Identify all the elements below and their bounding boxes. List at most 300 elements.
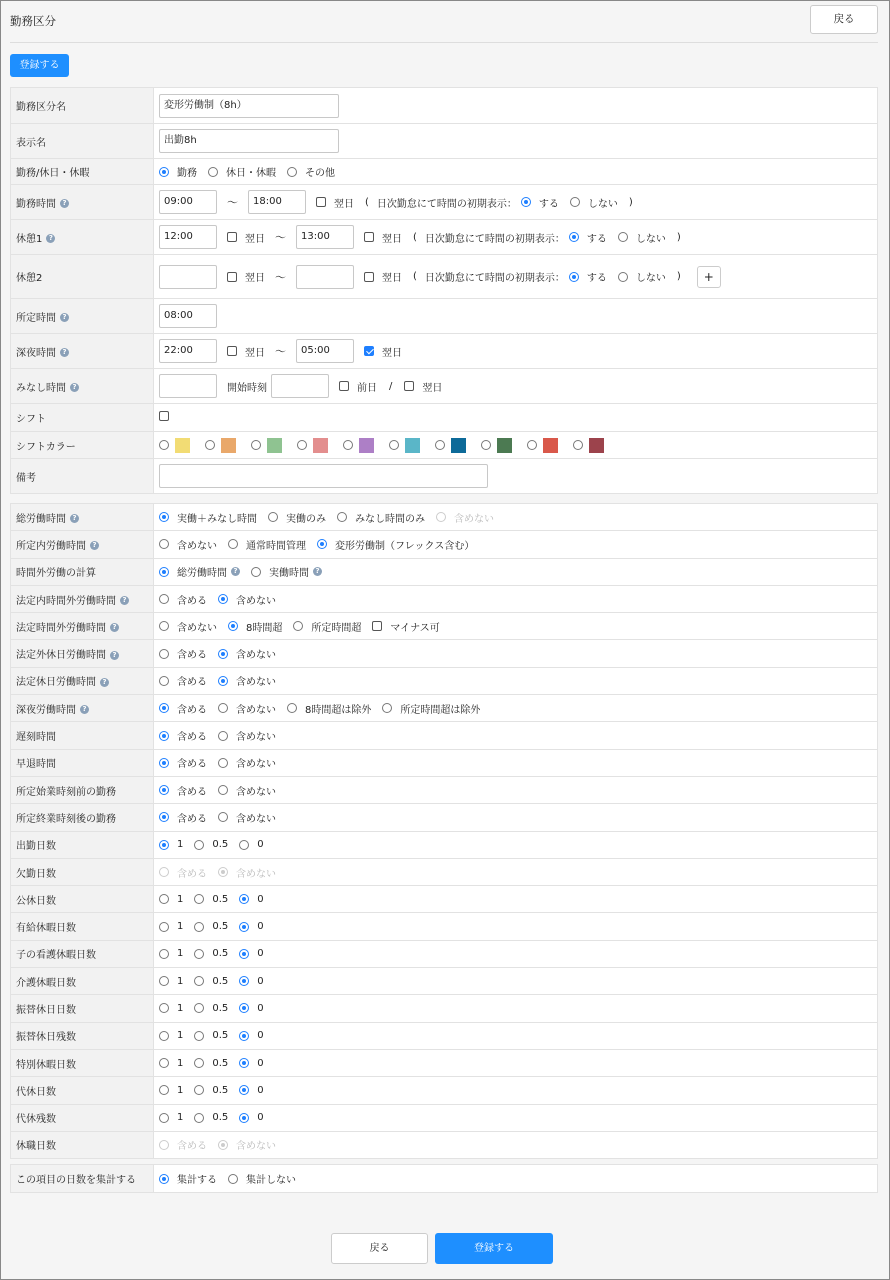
header-divider (10, 42, 878, 43)
option-label: 含めない (236, 677, 276, 689)
option-label: 0.5 (212, 893, 229, 905)
color-swatch (405, 438, 420, 453)
field-label: 有給休暇日数 (16, 923, 76, 935)
color-swatch (451, 438, 466, 453)
row-total (11, 504, 878, 531)
break2-initial-do-radio[interactable] (569, 272, 579, 282)
row-work-time (11, 185, 878, 220)
color-swatch (175, 438, 190, 453)
field-label: 休憩1 (16, 233, 43, 245)
comp-option-radio[interactable] (159, 1085, 169, 1095)
paren-open: ( (413, 271, 417, 282)
break1-start-next-day-checkbox[interactable] (227, 232, 237, 242)
option-label: 休日・休暇 (226, 168, 276, 179)
field-label: 所定終業時刻後の勤務 (16, 813, 116, 825)
help-icon[interactable]: ? (60, 313, 69, 322)
row-legal-inner-ot (11, 585, 878, 612)
option-label: 1 (177, 1112, 184, 1124)
option-label: 1 (177, 1057, 184, 1069)
break1-initial-do-radio[interactable] (569, 232, 579, 242)
option-label: みなし時間のみ (355, 513, 425, 525)
field-label: 法定時間外労働時間 (16, 622, 106, 634)
break2-start-next-day-checkbox[interactable] (227, 272, 237, 282)
night-start-input[interactable]: 22:00 (159, 339, 217, 363)
paren-open: ( (365, 196, 369, 208)
row-shift-color (11, 432, 878, 459)
option-label: 総労働時間 (177, 568, 227, 580)
absent-days-option-radio (218, 867, 228, 877)
total-option-radio[interactable] (159, 512, 169, 522)
option-label: 0.5 (212, 1112, 229, 1124)
field-label: 公休日数 (16, 895, 56, 907)
row-early-leave (11, 749, 878, 776)
field-label: 代休日数 (16, 1086, 56, 1098)
slash: / (389, 380, 393, 392)
late-option-radio[interactable] (218, 731, 228, 741)
next-day-label: 翌日 (245, 273, 265, 284)
next-day-label: 翌日 (382, 273, 402, 284)
legal-holiday-option-radio[interactable] (159, 676, 169, 686)
help-icon[interactable]: ? (313, 567, 322, 576)
option-label: マイナス可 (390, 622, 440, 634)
night-work-option-radio[interactable] (218, 703, 228, 713)
option-label: 実働のみ (286, 513, 326, 525)
night-work-option-radio[interactable] (159, 703, 169, 713)
attend-days-option-radio[interactable] (194, 840, 204, 850)
option-label: 1 (177, 921, 184, 933)
kind-other-radio[interactable] (287, 167, 297, 177)
break2-end-input[interactable] (296, 265, 354, 289)
option-label: 0 (257, 1112, 264, 1124)
display-name-input[interactable]: 出勤8h (159, 129, 339, 153)
row-break2 (11, 255, 878, 299)
count-days-table (10, 1164, 878, 1193)
option-label: 0 (257, 1084, 264, 1096)
absent-days-option-radio (159, 867, 169, 877)
field-label: 深夜時間 (16, 347, 56, 359)
field-label: 介護休暇日数 (16, 977, 76, 989)
row-late (11, 722, 878, 749)
next-day-label: 翌日 (334, 198, 354, 210)
attend-days-option-radio[interactable] (159, 840, 169, 850)
tilde: 〜 (275, 270, 286, 284)
row-child-care (11, 940, 878, 967)
paid-leave-option-radio[interactable] (239, 922, 249, 932)
row-break1 (11, 220, 878, 255)
option-label: 集計しない (246, 1175, 296, 1186)
count-days-yes-radio[interactable] (159, 1174, 169, 1184)
total-option-radio[interactable] (268, 512, 278, 522)
option-label: 含めない (236, 1141, 276, 1153)
overtime-calc-option-radio[interactable] (159, 567, 169, 577)
option-label: 1 (177, 948, 184, 960)
help-icon[interactable]: ? (100, 678, 109, 687)
name-input[interactable]: 変形労働制（8h） (159, 94, 339, 118)
after-end-option-radio[interactable] (159, 812, 169, 822)
work-end-input[interactable]: 18:00 (248, 190, 306, 214)
early-leave-option-radio[interactable] (159, 758, 169, 768)
row-legal-out-holiday (11, 640, 878, 667)
option-label: 0.5 (212, 1057, 229, 1069)
kind-holiday-radio[interactable] (208, 167, 218, 177)
scheduled-input[interactable]: 08:00 (159, 304, 217, 328)
option-label: 8時間超 (246, 622, 283, 634)
color-swatch (589, 438, 604, 453)
paren-close: ) (628, 196, 633, 208)
field-label: 所定内労働時間 (16, 540, 86, 552)
substitute-option-radio[interactable] (239, 1003, 249, 1013)
option-label: 含める (177, 677, 207, 689)
legal-ot-option-radio[interactable] (228, 621, 238, 631)
field-label: 総労働時間 (16, 513, 66, 525)
option-label: 0.5 (212, 1002, 229, 1014)
field-label: 振替休日残数 (16, 1032, 76, 1044)
option-label: 含めない (454, 513, 494, 525)
option-label: 1 (177, 1084, 184, 1096)
shift-color-radio[interactable] (159, 440, 169, 450)
option-label: 含める (177, 1141, 207, 1153)
row-legal-holiday (11, 667, 878, 694)
help-icon[interactable]: ? (46, 234, 55, 243)
row-substitute (11, 995, 878, 1022)
help-icon[interactable]: ? (110, 651, 119, 660)
break1-initial-dont-radio[interactable] (618, 232, 628, 242)
color-swatch (313, 438, 328, 453)
deemed-start-input[interactable] (271, 374, 329, 398)
break1-end-input[interactable]: 13:00 (296, 225, 354, 249)
special-option-radio[interactable] (159, 1058, 169, 1068)
field-label: 法定外休日労働時間 (16, 650, 106, 662)
break1-start-input[interactable]: 12:00 (159, 225, 217, 249)
note-input[interactable] (159, 464, 488, 488)
option-label: 0 (257, 921, 264, 933)
total-option-radio[interactable] (337, 512, 347, 522)
total-option-radio (436, 512, 446, 522)
option-label: 0 (257, 975, 264, 987)
prev-day-label: 前日 (357, 382, 377, 394)
row-shift (11, 404, 878, 432)
legal-inner-ot-option-radio[interactable] (159, 594, 169, 604)
night-work-option-radio[interactable] (287, 703, 297, 713)
option-label: 集計する (177, 1175, 217, 1186)
next-day-label: 翌日 (245, 347, 265, 359)
break1-end-next-day-checkbox[interactable] (364, 232, 374, 242)
night-work-option-radio[interactable] (382, 703, 392, 713)
row-deemed (11, 369, 878, 404)
next-day-label: 翌日 (422, 382, 443, 394)
kind-work-radio[interactable] (159, 167, 169, 177)
field-label: この項目の日数を集計する (11, 1165, 154, 1193)
option-label: 含めない (236, 813, 276, 825)
nursing-option-radio[interactable] (159, 976, 169, 986)
comp-option-radio[interactable] (239, 1085, 249, 1095)
child-care-option-radio[interactable] (194, 949, 204, 959)
early-leave-option-radio[interactable] (218, 758, 228, 768)
option-label: 含めない (236, 732, 276, 744)
option-label: 含める (177, 732, 207, 744)
row-name (11, 88, 878, 124)
leave-absence-option-radio (159, 1140, 169, 1150)
option-label: 実働時間 (269, 568, 309, 580)
option-label: 含めない (236, 786, 276, 798)
legal-ot-option-radio[interactable] (159, 621, 169, 631)
field-label: 休職日数 (16, 1141, 56, 1153)
field-label: 備考 (11, 459, 154, 494)
substitute-option-radio[interactable] (159, 1003, 169, 1013)
row-scheduled (11, 299, 878, 334)
row-attend-days (11, 831, 878, 858)
register-button[interactable]: 登録する (10, 54, 69, 77)
option-label: 0 (257, 893, 264, 905)
option-label: 含めない (236, 759, 276, 771)
paren-close: ) (676, 231, 681, 243)
shift-color-radio[interactable] (251, 440, 261, 450)
comp-rem-option-radio[interactable] (194, 1113, 204, 1123)
scheduled-inner-option-radio[interactable] (159, 539, 169, 549)
option-label: 通常時間管理 (246, 540, 306, 552)
shift-color-radio[interactable] (573, 440, 583, 450)
help-icon[interactable]: ? (60, 199, 69, 208)
leave-absence-option-radio (218, 1140, 228, 1150)
comp-rem-option-radio[interactable] (159, 1113, 169, 1123)
field-label: 時間外労働の計算 (16, 568, 96, 580)
option-label: 含める (177, 704, 207, 716)
row-leave-absence (11, 1131, 878, 1158)
legal-inner-ot-option-radio[interactable] (218, 594, 228, 604)
nursing-option-radio[interactable] (194, 976, 204, 986)
substitute-rem-option-radio[interactable] (194, 1031, 204, 1041)
row-paid-leave (11, 913, 878, 940)
color-swatch (267, 438, 282, 453)
legal-ot-option-radio[interactable] (293, 621, 303, 631)
shift-color-radio[interactable] (435, 440, 445, 450)
shift-color-radio[interactable] (205, 440, 215, 450)
count-days-no-radio[interactable] (228, 1174, 238, 1184)
option-label: 含める (177, 595, 207, 607)
shift-color-radio[interactable] (343, 440, 353, 450)
shift-checkbox[interactable] (159, 411, 169, 421)
option-label: 1 (177, 893, 184, 905)
option-label: 0 (257, 839, 264, 851)
color-swatch (359, 438, 374, 453)
night-end-next-day-checkbox[interactable] (364, 346, 374, 356)
option-label: 含めない (236, 868, 276, 880)
legal-holiday-option-radio[interactable] (218, 676, 228, 686)
paren-close: ) (676, 271, 681, 282)
option-label: しない (635, 273, 666, 284)
tilde: 〜 (275, 231, 286, 244)
color-swatch (221, 438, 236, 453)
paid-leave-option-radio[interactable] (159, 922, 169, 932)
before-start-option-radio[interactable] (218, 785, 228, 795)
add-break-button[interactable]: + (697, 266, 721, 288)
field-label: 欠勤日数 (16, 868, 56, 880)
basic-settings-table (10, 87, 878, 494)
option-label: 0.5 (212, 921, 229, 933)
option-label: する (586, 233, 607, 245)
option-label: 含めない (236, 704, 276, 716)
substitute-rem-option-radio[interactable] (239, 1031, 249, 1041)
night-start-next-day-checkbox[interactable] (227, 346, 237, 356)
option-label: 含めない (236, 595, 276, 607)
field-label: 勤務区分名 (11, 88, 154, 124)
field-label: シフトカラー (11, 432, 154, 459)
shift-color-radio[interactable] (481, 440, 491, 450)
option-label: しない (587, 198, 618, 210)
help-icon[interactable]: ? (80, 705, 89, 714)
prev-day-checkbox[interactable] (339, 381, 349, 391)
nursing-option-radio[interactable] (239, 976, 249, 986)
public-holiday-option-radio[interactable] (159, 894, 169, 904)
field-label: シフト (11, 404, 154, 432)
break2-end-next-day-checkbox[interactable] (364, 272, 374, 282)
child-care-option-radio[interactable] (239, 949, 249, 959)
option-label: 含めない (236, 650, 276, 662)
late-option-radio[interactable] (159, 731, 169, 741)
field-label: 法定休日労働時間 (16, 677, 96, 689)
next-day-label: 翌日 (382, 347, 402, 359)
row-after-end (11, 804, 878, 831)
scheduled-inner-option-radio[interactable] (228, 539, 238, 549)
option-label: 0 (257, 1030, 264, 1042)
field-label: 勤務時間 (16, 198, 56, 210)
special-option-radio[interactable] (239, 1058, 249, 1068)
row-absent-days (11, 858, 878, 885)
row-night-work (11, 695, 878, 722)
back-button[interactable]: 戻る (810, 5, 878, 34)
color-swatch (543, 438, 558, 453)
scheduled-inner-option-radio[interactable] (317, 539, 327, 549)
shift-color-radio[interactable] (389, 440, 399, 450)
help-icon[interactable]: ? (70, 514, 79, 523)
work-initial-do-radio[interactable] (521, 197, 531, 207)
row-kind (11, 159, 878, 185)
row-substitute-rem (11, 1022, 878, 1049)
help-icon[interactable]: ? (90, 541, 99, 550)
option-label: 所定時間超 (311, 622, 362, 634)
break2-start-input[interactable] (159, 265, 217, 289)
aggregation-settings-table (10, 503, 878, 1159)
shift-color-radio[interactable] (297, 440, 307, 450)
field-label: 所定時間 (16, 312, 56, 324)
public-holiday-option-radio[interactable] (239, 894, 249, 904)
attend-days-option-radio[interactable] (239, 840, 249, 850)
option-label: 所定時間超は除外 (400, 704, 481, 716)
row-legal-ot (11, 613, 878, 640)
field-label: 子の看護休暇日数 (16, 950, 96, 962)
option-label: 含める (177, 868, 207, 880)
help-icon[interactable]: ? (60, 348, 69, 357)
page-title: 勤務区分 (10, 14, 56, 28)
public-holiday-option-radio[interactable] (194, 894, 204, 904)
field-label: 表示名 (11, 124, 154, 159)
help-icon[interactable]: ? (70, 383, 79, 392)
work-initial-dont-radio[interactable] (570, 197, 580, 207)
option-label: 0 (257, 948, 264, 960)
option-label: 勤務 (177, 168, 197, 179)
field-label: みなし時間 (16, 382, 66, 394)
deemed-next-day-checkbox[interactable] (404, 381, 414, 391)
work-start-input[interactable]: 09:00 (159, 190, 217, 214)
special-option-radio[interactable] (194, 1058, 204, 1068)
option-label: 含める (177, 786, 207, 798)
overtime-calc-option-radio[interactable] (251, 567, 261, 577)
option-label: する (586, 273, 607, 284)
option-label: 実働＋みなし時間 (177, 513, 257, 525)
initial-display-label: 日次勤怠にて時間の初期表示： (424, 273, 565, 284)
break2-initial-dont-radio[interactable] (618, 272, 628, 282)
substitute-rem-option-radio[interactable] (159, 1031, 169, 1041)
option-label: 含めない (177, 622, 217, 634)
tilde: 〜 (275, 345, 286, 358)
help-icon[interactable]: ? (231, 567, 240, 576)
night-end-input[interactable]: 05:00 (296, 339, 354, 363)
option-label: 含める (177, 813, 207, 825)
option-label: 8時間超は除外 (305, 704, 372, 716)
legal-out-holiday-option-radio[interactable] (159, 649, 169, 659)
next-day-label: 翌日 (245, 233, 265, 245)
row-nursing (11, 968, 878, 995)
row-comp (11, 1077, 878, 1104)
before-start-option-radio[interactable] (159, 785, 169, 795)
comp-option-radio[interactable] (194, 1085, 204, 1095)
row-overtime-calc (11, 558, 878, 585)
field-label: 勤務/休日・休暇 (11, 159, 154, 185)
field-label: 特別休暇日数 (16, 1059, 76, 1071)
initial-display-label: 日次勤怠にて時間の初期表示： (376, 198, 517, 210)
option-label: 0 (257, 1057, 264, 1069)
initial-display-label: 日次勤怠にて時間の初期表示： (424, 233, 565, 245)
comp-rem-option-radio[interactable] (239, 1113, 249, 1123)
color-swatch (497, 438, 512, 453)
field-label: 代休残数 (16, 1114, 56, 1126)
row-count-days (11, 1165, 878, 1193)
row-comp-rem (11, 1104, 878, 1131)
shift-color-options (159, 438, 877, 453)
substitute-option-radio[interactable] (194, 1003, 204, 1013)
row-night (11, 334, 878, 369)
field-label: 所定始業時刻前の勤務 (16, 786, 116, 798)
after-end-option-radio[interactable] (218, 812, 228, 822)
field-label: 出勤日数 (16, 841, 56, 853)
row-note (11, 459, 878, 494)
paid-leave-option-radio[interactable] (194, 922, 204, 932)
field-label: 遅刻時間 (16, 732, 56, 744)
option-label: その他 (305, 168, 335, 179)
footer-back-button[interactable]: 戻る (331, 1233, 428, 1264)
footer-register-button[interactable]: 登録する (435, 1233, 553, 1264)
option-label: 0.5 (212, 1030, 229, 1042)
option-label: 含めない (177, 540, 217, 552)
paren-open: ( (413, 231, 417, 243)
legal-out-holiday-option-radio[interactable] (218, 649, 228, 659)
work-next-day-checkbox[interactable] (316, 197, 326, 207)
option-label: 0.5 (212, 948, 229, 960)
option-label: 含める (177, 759, 207, 771)
child-care-option-radio[interactable] (159, 949, 169, 959)
help-icon[interactable]: ? (110, 623, 119, 632)
allow-minus-checkbox[interactable] (372, 621, 382, 631)
option-label: しない (635, 233, 666, 245)
option-label: する (538, 198, 559, 210)
field-label: 深夜労働時間 (16, 704, 76, 716)
help-icon[interactable]: ? (120, 596, 129, 605)
field-label: 法定内時間外労働時間 (16, 595, 116, 607)
option-label: 0.5 (212, 839, 229, 851)
start-time-label: 開始時刻 (227, 382, 267, 394)
deemed-input[interactable] (159, 374, 217, 398)
shift-color-radio[interactable] (527, 440, 537, 450)
